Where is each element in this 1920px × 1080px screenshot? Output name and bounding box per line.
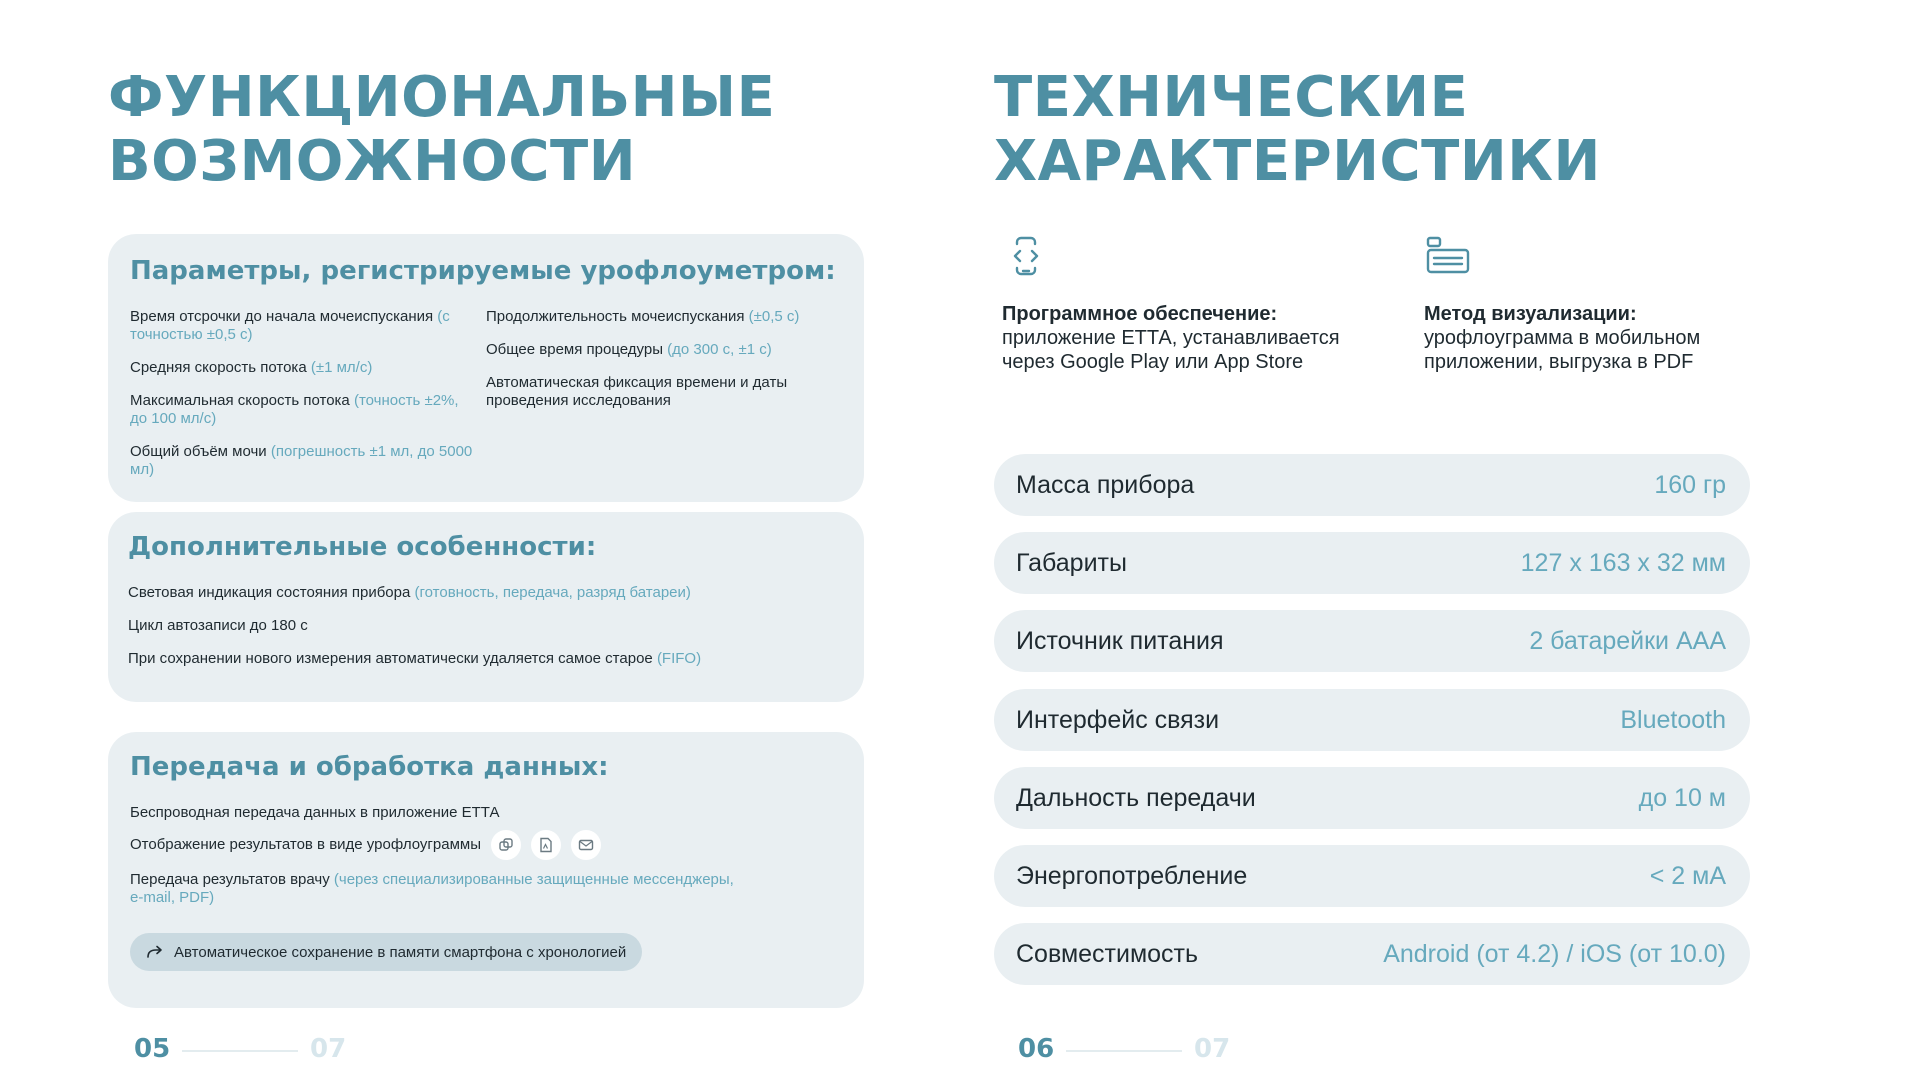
technical-title-line1: ТЕХНИЧЕСКИЕ [994, 65, 1469, 130]
functional-title [108, 66, 775, 194]
parameter-item [486, 374, 842, 410]
spec-label: Дальность передачи [1016, 783, 1256, 812]
feature-item [128, 650, 842, 668]
parameter-item [130, 443, 486, 479]
parameter-item [130, 308, 486, 344]
software-feature [1002, 232, 1392, 374]
parameter-text: Общий объём мочи [130, 443, 267, 460]
parameter-item [130, 359, 486, 377]
parameter-item [130, 392, 486, 428]
functional-title-line1: ФУНКЦИОНАЛЬНЫЕ [108, 65, 776, 130]
spec-value: < 2 мА [1649, 861, 1726, 890]
spec-value: Bluetooth [1620, 705, 1726, 734]
page-number-total: 07 [310, 1034, 347, 1064]
autosave-text: Автоматическое сохранение в памяти смартфона с хронологией [174, 943, 627, 961]
spec-row-power-source [994, 610, 1750, 672]
page-number-current: 05 [134, 1034, 171, 1064]
spec-label: Энергопотребление [1016, 861, 1248, 890]
feature-text: Световая индикация состояния прибора [128, 584, 411, 601]
extra-features-card [108, 512, 864, 702]
copy-icon [491, 830, 521, 860]
pdf-file-icon [531, 830, 561, 860]
parameter-text: Максимальная скорость потока [130, 392, 350, 409]
transfer-item: Беспроводная передача данных в приложение ЕТТА [130, 804, 500, 821]
parameter-note: (погрешность ±1 мл, до 5000 мл) [130, 443, 473, 478]
transfer-note: (через специализированные защищенные мессенджеры, e-mail, PDF) [130, 871, 734, 906]
feature-text: При сохранении нового измерения автоматически удаляется самое старое [128, 650, 653, 667]
parameter-text: Продолжительность мочеиспускания [486, 308, 745, 325]
feature-text: Цикл автозаписи до 180 с [128, 617, 308, 634]
visualization-text: урофлоуграмма в мобильном приложении, выгрузка в PDF [1424, 327, 1701, 373]
parameter-text: Средняя скорость потока [130, 359, 307, 376]
spec-label: Габариты [1016, 548, 1127, 577]
extra-features-heading: Дополнительные особенности: [128, 532, 597, 562]
technical-title-line2: ХАРАКТЕРИСТИКИ [994, 129, 1601, 194]
parameter-text: Время отсрочки до начала мочеиспускания [130, 308, 434, 325]
smartphone-code-icon [1002, 232, 1050, 280]
spec-value: до 10 м [1638, 783, 1726, 812]
spec-value: 160 гр [1654, 470, 1726, 499]
parameters-heading: Параметры, регистрируемые урофлоуметром: [130, 256, 836, 286]
parameters-column-1 [130, 308, 486, 494]
software-title: Программное обеспечение: [1002, 303, 1278, 325]
spec-label: Масса прибора [1016, 470, 1195, 499]
page-progress-line [182, 1050, 298, 1052]
parameter-note: (с точностью ±0,5 с) [130, 308, 450, 343]
spec-label: Источник питания [1016, 626, 1224, 655]
card-list-icon [1424, 232, 1472, 280]
feature-item [128, 584, 842, 602]
data-transfer-card [108, 732, 864, 1008]
page-progress-line [1066, 1050, 1182, 1052]
autosave-pill [130, 933, 642, 971]
software-text: приложение ЕТТА, устанавливается через Google Play или App Store [1002, 327, 1340, 373]
parameter-text: Общее время процедуры [486, 341, 663, 358]
spec-row-range [994, 767, 1750, 829]
spec-row-consumption [994, 845, 1750, 907]
parameter-note: (до 300 с, ±1 с) [667, 341, 772, 358]
parameter-text: Автоматическая фиксация времени и даты проведения исследования [486, 374, 788, 409]
spec-label: Интерфейс связи [1016, 705, 1220, 734]
feature-note: (FIFO) [656, 650, 702, 667]
parameter-note: (±0,5 с) [748, 308, 800, 325]
parameter-note: (±1 мл/с) [310, 359, 373, 376]
technical-title [994, 66, 1601, 194]
mail-icon [571, 830, 601, 860]
spec-value: 127 х 163 х 32 мм [1520, 548, 1726, 577]
page-number-total: 07 [1194, 1034, 1231, 1064]
spec-row-dimensions [994, 532, 1750, 594]
functional-title-line2: ВОЗМОЖНОСТИ [108, 129, 637, 194]
parameters-column-2 [486, 308, 842, 494]
transfer-item-icons-row [130, 828, 842, 862]
parameters-card [108, 234, 864, 502]
parameter-note: (точность ±2%, до 100 мл/с) [130, 392, 459, 427]
transfer-item [130, 871, 750, 907]
spec-label: Совместимость [1016, 939, 1199, 968]
parameter-item [486, 308, 842, 326]
feature-item [128, 617, 842, 635]
parameter-item [486, 341, 842, 359]
spec-row-interface [994, 689, 1750, 751]
transfer-item: Отображение результатов в виде урофлоуграммы [130, 836, 481, 853]
feature-note: (готовность, передача, разряд батареи) [414, 584, 691, 601]
arrow-right-icon [146, 945, 164, 959]
transfer-text: Передача результатов врачу [130, 871, 330, 888]
page-number-current: 06 [1018, 1034, 1055, 1064]
spec-value: Android (от 4.2) / iOS (от 10.0) [1383, 939, 1726, 968]
visualization-title: Метод визуализации: [1424, 303, 1637, 325]
spec-value: 2 батарейки ААА [1529, 626, 1726, 655]
spec-row-compatibility [994, 923, 1750, 985]
visualization-feature [1424, 232, 1754, 374]
data-transfer-heading: Передача и обработка данных: [130, 752, 609, 782]
spec-row-weight [994, 454, 1750, 516]
